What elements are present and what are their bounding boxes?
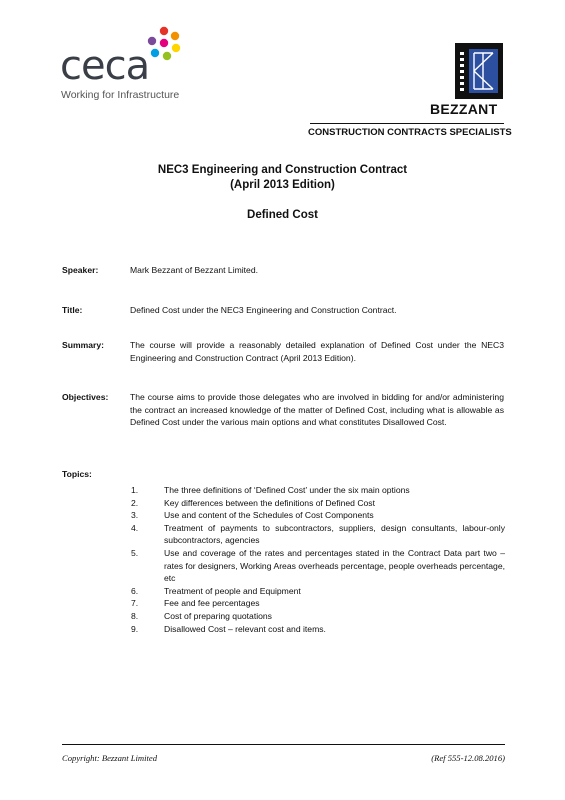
list-item: [131, 610, 505, 623]
objectives-value: The course aims to provide those delegates who are involved in bidding for and/or administering the contract an increased knowledge of the matter of Defined Cost, including what is allowable as Defined Cost under the various main options and what constitutes Disallowed Cost.: [130, 392, 504, 428]
topic-number: 4.: [131, 522, 139, 533]
list-item: [131, 547, 505, 585]
speaker-field: [62, 264, 504, 277]
topic-number: 8.: [131, 610, 139, 621]
topics-list: [131, 484, 505, 635]
title-field: [62, 304, 504, 317]
topic-number: 5.: [131, 547, 139, 558]
summary-field: [62, 339, 504, 364]
title-line-1: NEC3 Engineering and Construction Contract: [157, 164, 408, 176]
list-item: [131, 585, 505, 598]
speaker-label: Speaker:: [62, 265, 99, 275]
footer-divider: [62, 744, 505, 745]
list-item: [131, 484, 505, 497]
document-title: [0, 163, 565, 193]
topic-text: Use and coverage of the rates and percentages stated in the Contract Data part two – rates for designers, Working Areas overheads percentage, people overheads percentage, etc: [164, 547, 505, 584]
footer-copyright: Copyright: Bezzant Limited: [62, 753, 158, 763]
ceca-dots-icon: [146, 26, 182, 62]
page-header: [0, 0, 565, 140]
topic-number: 7.: [131, 598, 139, 609]
topic-text: Disallowed Cost – relevant cost and items.: [164, 623, 326, 634]
title-line-2: (April 2013 Edition): [230, 179, 335, 191]
topic-number: 3.: [131, 510, 139, 521]
bezzant-name: BEZZANT: [430, 101, 498, 117]
topic-text: Key differences between the definitions of Defined Cost: [164, 497, 375, 508]
ceca-logo: [60, 26, 190, 100]
topic-number: 9.: [131, 623, 139, 634]
list-item: [131, 509, 505, 522]
ceca-tagline: Working for Infrastructure: [61, 89, 180, 101]
list-item: [131, 597, 505, 610]
document-subtitle: Defined Cost: [247, 209, 318, 221]
topic-number: 6.: [131, 585, 139, 596]
objectives-field: [62, 391, 504, 429]
footer-reference: (Ref 555-12.08.2016): [431, 753, 505, 763]
topic-text: Treatment of people and Equipment: [164, 585, 301, 596]
title-label: Title:: [62, 305, 83, 315]
list-item: [131, 623, 505, 636]
topic-number: 2.: [131, 497, 139, 508]
topics-label: Topics:: [62, 469, 92, 479]
summary-label: Summary:: [62, 340, 105, 350]
header-divider: [310, 123, 504, 124]
list-item: [131, 522, 505, 547]
topic-number: 1.: [131, 485, 139, 495]
ceca-wordmark: ceca: [60, 43, 150, 89]
bezzant-subtitle: CONSTRUCTION CONTRACTS SPECIALISTS: [308, 127, 512, 138]
topic-text: Treatment of payments to subcontractors, suppliers, design consultants, labour-only subcontractors, agencies: [164, 522, 505, 546]
topic-text: Use and content of the Schedules of Cost Components: [164, 510, 374, 521]
list-item: [131, 497, 505, 510]
speaker-value: Mark Bezzant of Bezzant Limited.: [130, 265, 259, 275]
bezzant-logo-icon: [455, 43, 503, 99]
objectives-label: Objectives:: [62, 392, 109, 402]
topic-text: Fee and fee percentages: [164, 598, 260, 609]
topic-text: Cost of preparing quotations: [164, 610, 272, 621]
topic-text: The three definitions of ‘Defined Cost’ under the six main options: [164, 485, 410, 495]
summary-value: The course will provide a reasonably detailed explanation of Defined Cost under the NEC3 Engineering and Construction Contract (April 2013 Edition).: [130, 340, 504, 363]
title-value: Defined Cost under the NEC3 Engineering and Construction Contract.: [130, 305, 397, 315]
